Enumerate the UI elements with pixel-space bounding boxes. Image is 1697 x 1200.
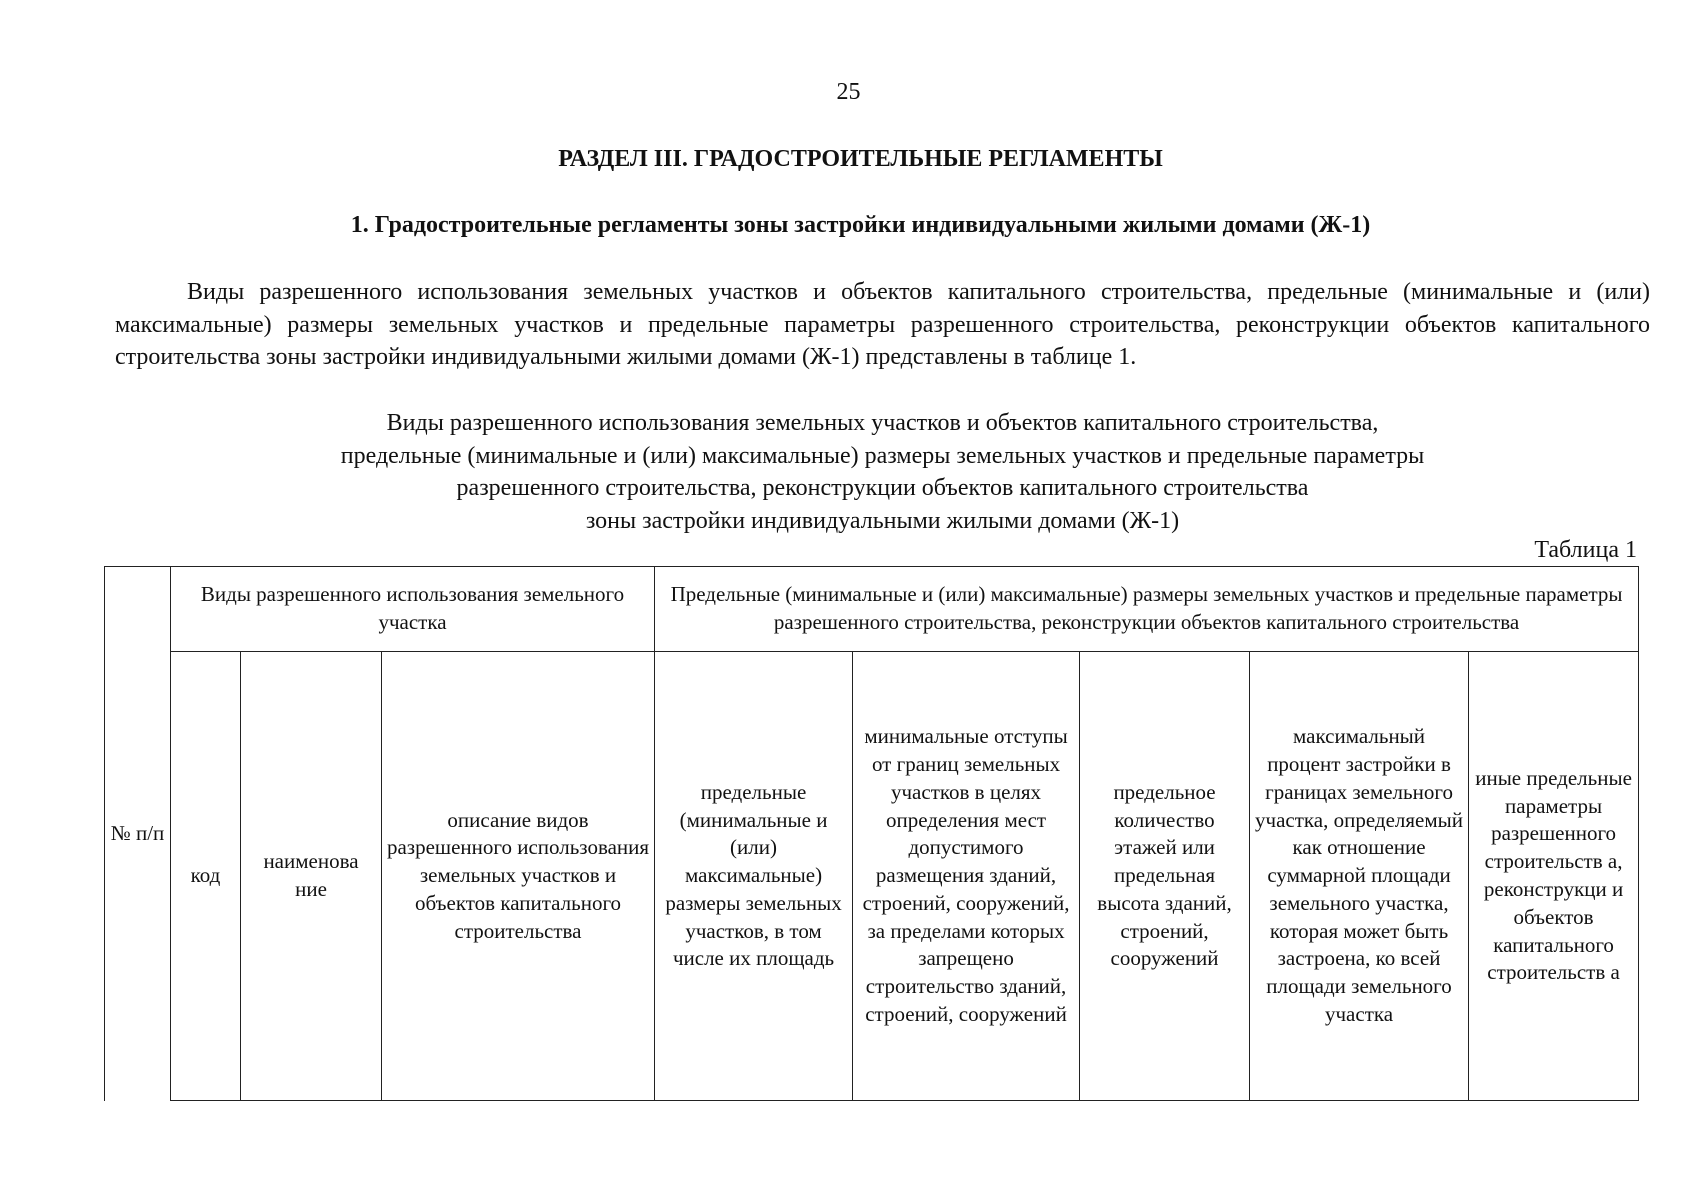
- table-caption-line: предельные (минимальные и (или) максимальные) размеры земельных участков и предельные параметры: [340, 442, 1425, 469]
- header-description: описание видов разрешенного использования земельных участков и объектов капитального строительства: [382, 652, 655, 1101]
- table-header-row-1: [105, 567, 1639, 652]
- table-label: Таблица 1: [1534, 537, 1637, 563]
- table-caption-line: Виды разрешенного использования земельных участков и объектов капитального строительства,: [386, 410, 1379, 436]
- intro-paragraph: Виды разрешенного использования земельных участков и объектов капитального строительства, предельные (минимальные и (или) максимальные) размеры земельных участков и предельные параметры разрешенного строительства, реконструкции объектов капитального строительства зоны застройки индивидуальными жилыми домами (Ж-1) представлены в таблице 1.: [115, 279, 1650, 370]
- header-other: иные предельные параметры разрешенного строительств а, реконструкци и объектов капитального строительств а: [1469, 652, 1639, 1101]
- regulations-table: [104, 566, 1639, 1101]
- table-caption: [115, 407, 1650, 537]
- header-floors: предельное количество этажей или предельная высота зданий, строений, сооружений: [1080, 652, 1250, 1101]
- header-limits: Предельные (минимальные и (или) максимальные) размеры земельных участков и предельные параметры разрешенного строительства, реконструкции объектов капитального строительства: [655, 567, 1639, 652]
- header-setbacks: минимальные отступы от границ земельных участков в целях определения мест допустимого размещения зданий, строений, сооружений, за пределами которых запрещено строительство зданий, строений, сооружений: [853, 652, 1080, 1101]
- section-title: РАЗДЕЛ III. ГРАДОСТРОИТЕЛЬНЫЕ РЕГЛАМЕНТЫ: [558, 146, 1163, 172]
- page-number: 25: [836, 79, 861, 105]
- header-name: наименова ние: [241, 652, 382, 1101]
- header-coverage: максимальный процент застройки в границах земельного участка, определяемый как отношение суммарной площади земельного участка, которая может быть застроена, ко всей площади земельного участка: [1250, 652, 1469, 1101]
- table-caption-line: зоны застройки индивидуальными жилыми домами (Ж-1): [585, 507, 1180, 534]
- header-number: № п/п: [105, 567, 171, 1101]
- subsection-title: 1. Градостроительные регламенты зоны застройки индивидуальными жилыми домами (Ж-1): [350, 212, 1371, 238]
- table-caption-line: разрешенного строительства, реконструкции объектов капитального строительства: [456, 475, 1309, 501]
- table-header-row-2: [105, 652, 1639, 1101]
- header-use-types: Виды разрешенного использования земельного участка: [171, 567, 655, 652]
- header-plot-size: предельные (минимальные и (или) максимальные) размеры земельных участков, в том числе их площадь: [655, 652, 853, 1101]
- header-code: код: [171, 652, 241, 1101]
